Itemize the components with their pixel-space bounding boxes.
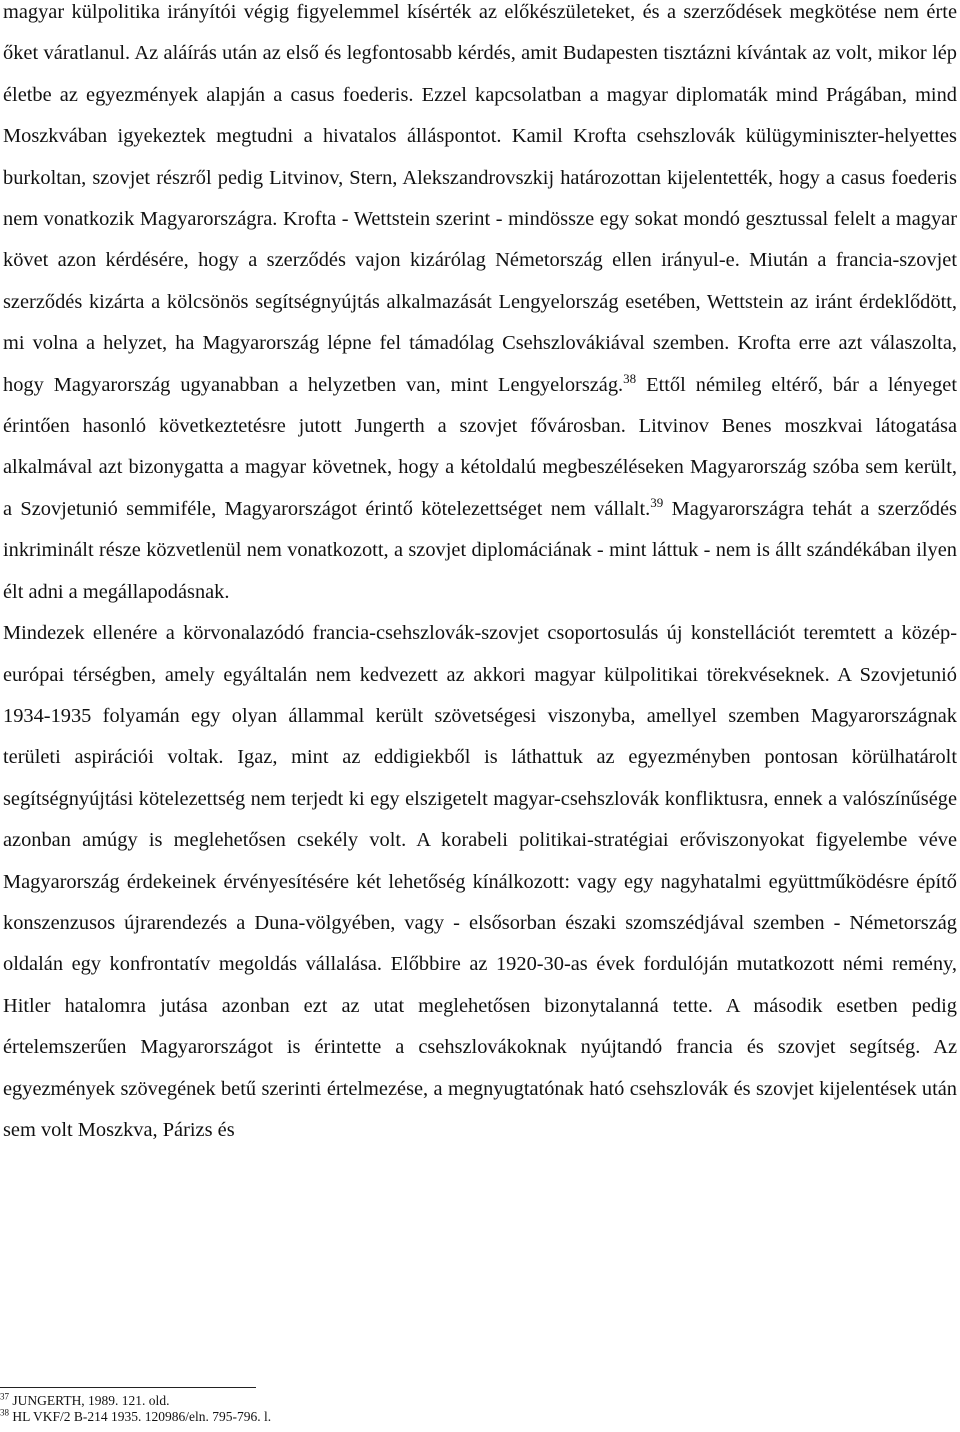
paragraph-2 xyxy=(3,613,957,1151)
footnote-number: 37 xyxy=(0,1391,9,1402)
footnote-37 xyxy=(0,1393,954,1409)
footnote-text: JUNGERTH, 1989. 121. old. xyxy=(12,1393,170,1408)
footnote-reference: 38 xyxy=(623,370,637,386)
footnote-separator xyxy=(0,1387,256,1388)
paragraph-text: Mindezek ellenére a körvonalazódó francia-csehszlovák-szovjet csoportosulás új konstellációt teremtett a közép-európai térségben, amely egyáltalán nem kedvezett az akkori magyar külpolitikai törekvéseknek. A Szovjetunió 1934-1935 folyamán egy olyan állammal került szövetségesi viszonyba, amellyel szemben Magyarországnak területi aspirációi voltak. Igaz, mint az eddigiekből is láthattuk az egyezményben pontosan körülhatárolt segítségnyújtási kötelezettség nem terjedt ki egy elszigetelt magyar-csehszlovák konfliktusra, ennek a valószínűsége azonban amúgy is meglehetősen csekély volt. A korabeli politikai-stratégiai erőviszonyokat figyelembe véve Magyarország érdekeinek érvényesítésére két lehetőség kínálkozott: vagy egy nagyhatalmi együttműködésre építő konszenzusos újrarendezés a Duna-völgyében, vagy - elsősorban északi szomszédjával szemben - Németország oldalán egy konfrontatív megoldás vállalása. Előbbire az 1920-30-as évek fordulóján mutatkozott némi remény, Hitler hatalomra jutása azonban ezt az utat meglehetősen bizonytalanná tette. A második esetben pedig értelemszerűen Magyarországot is érintette a csehszlovákoknak nyújtandó francia és szovjet segítség. Az egyezmények szövegének betű szerinti értelmezése, a megnyugtatónak ható csehszlovák és szovjet kijelentések után sem volt Moszkva, Párizs és xyxy=(3,622,957,1141)
footnote-38 xyxy=(0,1409,954,1425)
paragraph-text: Magyarországra tehát a szerződés inkriminált része közvetlenül nem vonatkozott, a szovjet diplomáciának - mint láttuk - nem is állt szándékában ilyen élt adni a megállapodásnak. xyxy=(3,497,957,603)
paragraph-text: magyar külpolitika irányítói végig figyelemmel kísérték az előkészületeket, és a szerződések megkötése nem érte őket váratlanul. Az aláírás után az első és legfontosabb kérdés, amit Budapesten tisztázni kívántak az volt, mikor lép életbe az egyezmények alapján a casus foederis. Ezzel kapcsolatban a magyar diplomaták mind Prágában, mind Moszkvában igyekeztek megtudni a hivatalos álláspontot. Kamil Krofta csehszlovák külügyminiszter-helyettes burkoltan, szovjet részről pedig Litvinov, Stern, Alekszandrovszkij határozottan kijelentették, hogy a casus foederis nem vonatkozik Magyarországra. Krofta - Wettstein szerint - mindössze egy sokat mondó gesztussal felelt a magyar követ azon kérdésére, hogy a szerződés vajon kizárólag Németország ellen irányul-e. Miután a francia-szovjet szerződés kizárta a kölcsönös segítségnyújtás alkalmazását Lengyelország esetében, Wettstein az iránt érdeklődött, mi volna a helyzet, ha Magyarország lépne fel támadólag Csehszlovákiával szemben. Krofta erre azt válaszolta, hogy Magyarország ugyanabban a helyzetben van, mint Lengyelország. xyxy=(3,1,957,396)
footnote-text: HL VKF/2 B-214 1935. 120986/eln. 795-796. l. xyxy=(12,1409,272,1424)
document-body xyxy=(3,0,957,1151)
paragraph-1 xyxy=(3,0,957,613)
footnote-number: 38 xyxy=(0,1407,9,1418)
footnotes xyxy=(0,1393,954,1425)
footnote-reference: 39 xyxy=(650,495,664,511)
paragraph-text: Ettől némileg eltérő, bár a lényeget érintően hasonló következtetésre jutott Jungerth a szovjet fővárosban. Litvinov Benes moszkvai látogatása alkalmával azt bizonygatta a magyar követnek, hogy a kétoldalú megbeszéléseken Magyarország szóba sem került, a Szovjetunió semmiféle, Magyarországot érintő kötelezettséget nem vállalt. xyxy=(3,373,957,520)
